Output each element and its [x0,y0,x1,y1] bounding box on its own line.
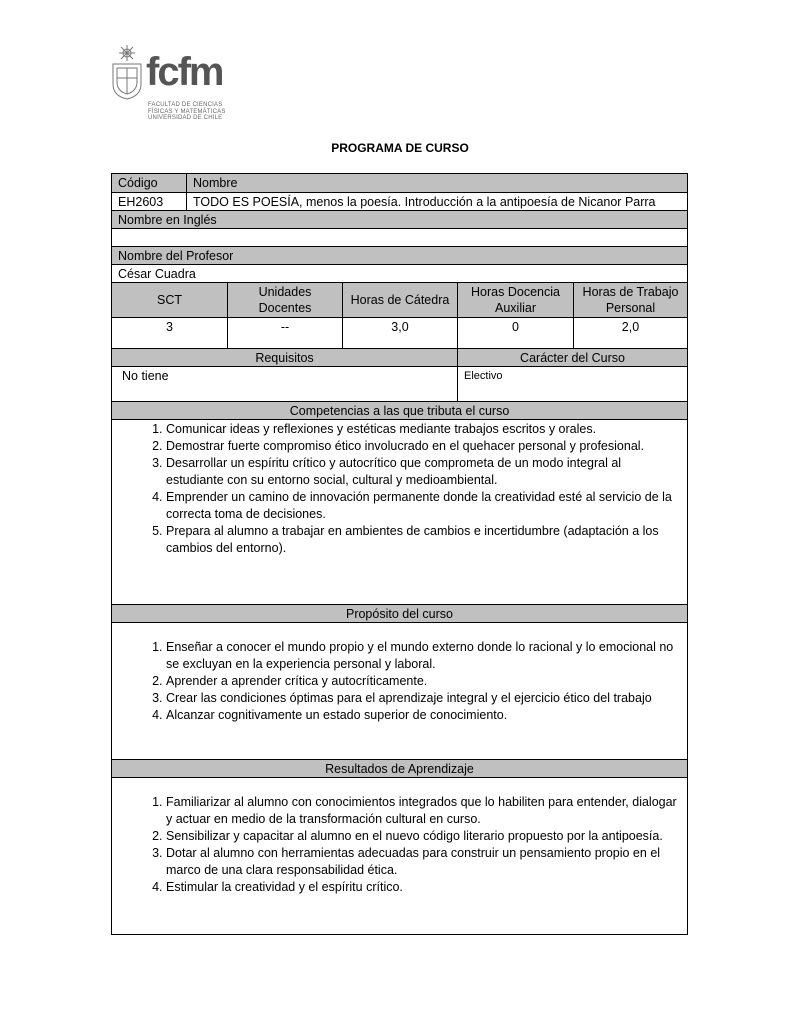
list-item: 1. Comunicar ideas y reflexiones y estéticas mediante trabajos escritos y orales. [166,421,677,438]
requisitos-value: No tiene [122,369,169,383]
hours-value-auxiliar: 0 [457,318,573,348]
hours-value-row [112,317,687,348]
logo-subtitle: FACULTAD DE CIENCIAS FÍSICAS Y MATEMÁTICAS UNIVERSIDAD DE CHILE [148,102,226,121]
competencias-label: Competencias a las que tributa el curso [289,404,510,418]
document-title: PROGRAMA DE CURSO [331,141,469,155]
resultados-body-row [112,777,687,934]
nombre-ingles-value [112,229,687,246]
hours-value-catedra: 3,0 [342,318,457,348]
proposito-body-row [112,622,687,759]
codigo-value: EH2603 [118,195,164,209]
professor-header-row [112,246,687,264]
hours-value-sct: 3 [166,320,173,334]
requisitos-value-row [112,366,687,401]
code-name-value-row [112,192,687,210]
resultados-list [112,794,687,896]
profesor-value: César Cuadra [118,267,196,281]
list-item: 2. Sensibilizar y capacitar al alumno en el nuevo código literario propuesto por la antipoesía. [166,828,677,845]
hours-header-sct: SCT [157,293,182,307]
list-item: 4. Estimular la creatividad y el espíritu crítico. [166,879,677,896]
caracter-value: Electivo [457,367,687,401]
requisitos-header-row [112,348,687,366]
list-item: 3. Crear las condiciones óptimas para el aprendizaje integral y el ejercicio ético del trabajo [166,690,677,707]
hours-header-row [112,282,687,317]
english-name-header-row [112,210,687,228]
hours-value-personal: 2,0 [573,318,687,348]
hours-header-unidades: Unidades Docentes [227,283,342,317]
hours-header-auxiliar: Horas Docencia Auxiliar [457,283,573,317]
competencias-list [112,421,687,557]
hours-value-unidades: -- [227,318,342,348]
list-item: 5. Prepara al alumno a trabajar en ambientes de cambios e incertidumbre (adaptación a los cambios del entorno). [166,523,677,557]
course-form [111,173,688,935]
competencias-header-row [112,401,687,419]
list-item: 1. Enseñar a conocer el mundo propio y el mundo externo donde lo racional y lo emocional no se excluyan en la experiencia personal y laboral. [166,639,677,673]
nombre-ingles-label: Nombre en Inglés [118,213,217,227]
resultados-body [112,778,687,934]
resultados-label: Resultados de Aprendizaje [325,762,474,776]
proposito-list [112,639,687,724]
competencias-body-row [112,419,687,604]
list-item: 1. Familiarizar al alumno con conocimientos integrados que lo habiliten para entender, dialogar y actuar en medio de la transformación cultural en curso. [166,794,677,828]
code-name-header-row [112,174,687,192]
list-item: 4. Emprender un camino de innovación permanente donde la creatividad esté al servicio de la correcta toma de decisiones. [166,489,677,523]
list-item: 4. Alcanzar cognitivamente un estado superior de conocimiento. [166,707,677,724]
proposito-header-row [112,604,687,622]
nombre-value: TODO ES POESÍA, menos la poesía. Introducción a la antipoesía de Nicanor Parra [186,193,687,210]
caracter-label: Carácter del Curso [457,349,687,366]
proposito-body [112,623,687,759]
competencias-body [112,420,687,604]
nombre-label: Nombre [186,174,687,192]
hours-header-personal: Horas de Trabajo Personal [573,283,687,317]
requisitos-label: Requisitos [255,351,314,365]
resultados-header-row [112,759,687,777]
list-item: 2. Demostrar fuerte compromiso ético involucrado en el quehacer personal y profesional. [166,438,677,455]
list-item: 2. Aprender a aprender crítica y autocríticamente. [166,673,677,690]
profesor-label: Nombre del Profesor [118,249,234,263]
list-item: 3. Desarrollar un espíritu crítico y autocrítico que comprometa de un modo integral al estudiante con su entorno social, cultural y medioambiental. [166,455,677,489]
codigo-label: Código [118,176,158,190]
list-item: 3. Dotar al alumno con herramientas adecuadas para construir un pensamiento propio en el marco de una clara responsabilidad ética. [166,845,677,879]
english-name-value-row [112,228,687,246]
logo-wordmark: fcfm [146,50,223,94]
university-seal-icon [110,44,144,100]
proposito-label: Propósito del curso [345,607,453,621]
professor-value-row [112,264,687,282]
university-logo [110,44,240,126]
hours-header-catedra: Horas de Cátedra [342,283,457,317]
